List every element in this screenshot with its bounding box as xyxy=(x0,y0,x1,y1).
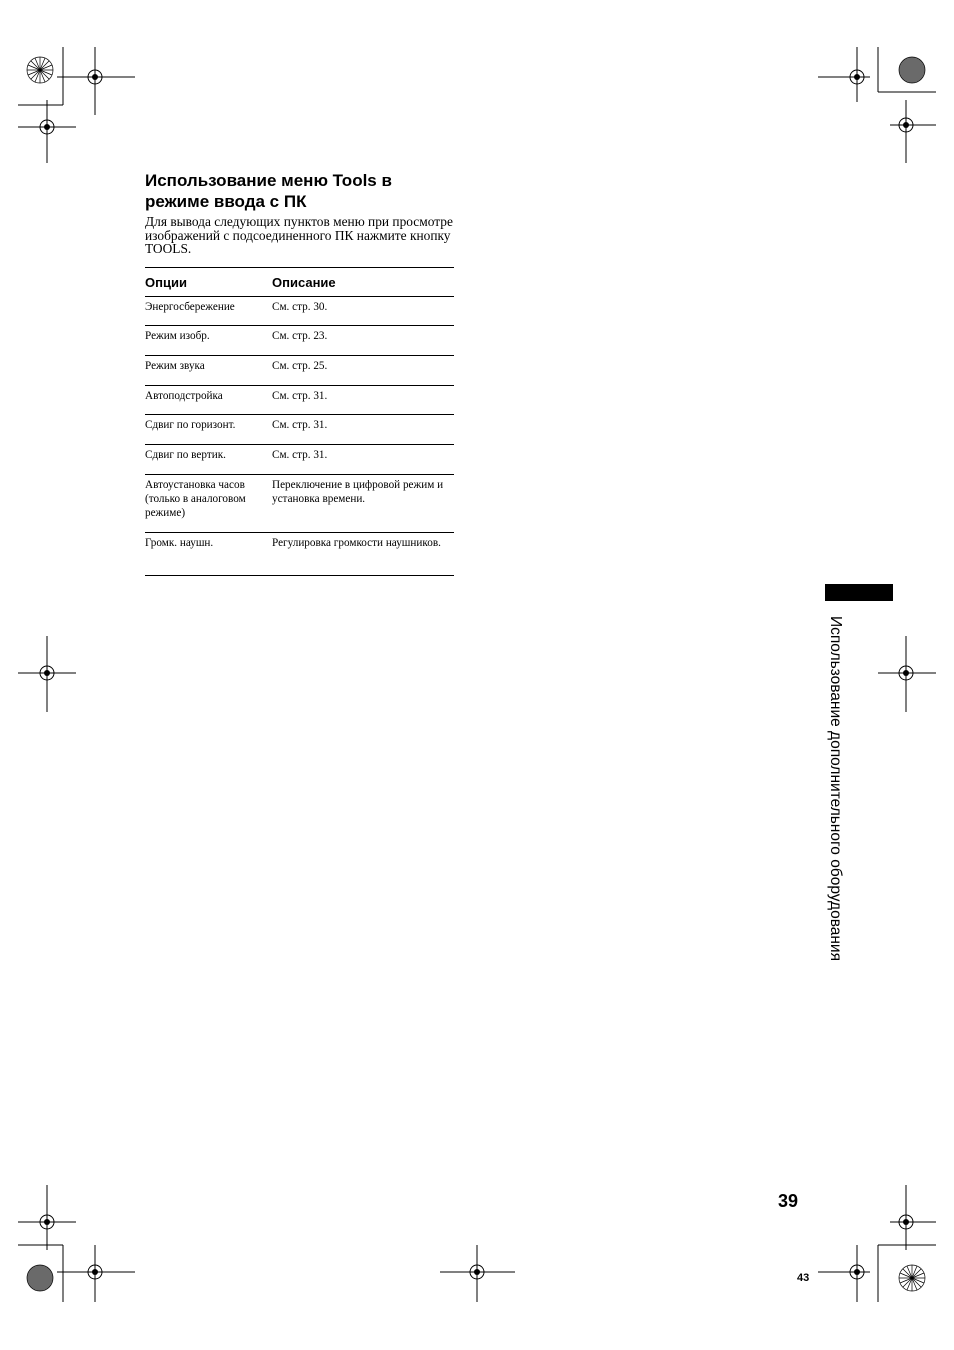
page-number: 39 xyxy=(778,1191,799,1211)
option-cell: Автоподстройка xyxy=(145,386,272,415)
options-table xyxy=(145,267,454,576)
description-cell: См. стр. 31. xyxy=(272,415,454,445)
grey-disk-bottom-left xyxy=(27,1265,53,1291)
heading-line-2: режиме ввода с ПК xyxy=(145,192,307,211)
column-header-options: Опции xyxy=(145,268,272,297)
table-row xyxy=(145,386,454,415)
option-cell: Громк. наушн. xyxy=(145,537,214,549)
intro-paragraph: Для вывода следующих пунктов меню при просмотре изображений с подсоединенного ПК нажмите кнопку TOOLS. xyxy=(145,214,453,257)
table-row xyxy=(145,297,454,326)
table-row xyxy=(145,415,454,445)
side-chapter-title: Использование дополнительного оборудования xyxy=(827,616,844,961)
table-row xyxy=(145,356,454,386)
option-cell: Режим изобр. xyxy=(145,326,272,356)
description-cell: См. стр. 23. xyxy=(272,326,454,356)
grey-disk-top-right xyxy=(899,57,925,83)
section-heading xyxy=(145,170,465,212)
description-cell: См. стр. 25. xyxy=(272,356,454,386)
table-header-row xyxy=(145,268,454,297)
description-cell: См. стр. 30. xyxy=(272,297,454,326)
table-row xyxy=(145,533,454,576)
table-row xyxy=(145,475,454,533)
starburst-top-left xyxy=(27,57,53,83)
section-tab-marker xyxy=(825,584,893,601)
sheet-number: 43 xyxy=(797,1272,810,1284)
description-cell: Регулировка громкости наушников. xyxy=(272,537,441,549)
description-cell: См. стр. 31. xyxy=(272,445,454,475)
heading-line-1: Использование меню Tools в xyxy=(145,171,392,190)
option-cell: Режим звука xyxy=(145,356,272,386)
option-cell: Энергосбережение xyxy=(145,297,272,326)
starburst-bottom-right xyxy=(899,1265,925,1291)
option-cell: Сдвиг по вертик. xyxy=(145,445,272,475)
description-cell: См. стр. 31. xyxy=(272,386,454,415)
option-cell: Автоустановка часов (только в аналоговом режиме) xyxy=(145,475,272,533)
table-row xyxy=(145,445,454,475)
option-cell: Сдвиг по горизонт. xyxy=(145,415,272,445)
table-row xyxy=(145,326,454,356)
column-header-description: Описание xyxy=(272,268,454,297)
description-cell: Переключение в цифровой режим и установка времени. xyxy=(272,475,454,533)
